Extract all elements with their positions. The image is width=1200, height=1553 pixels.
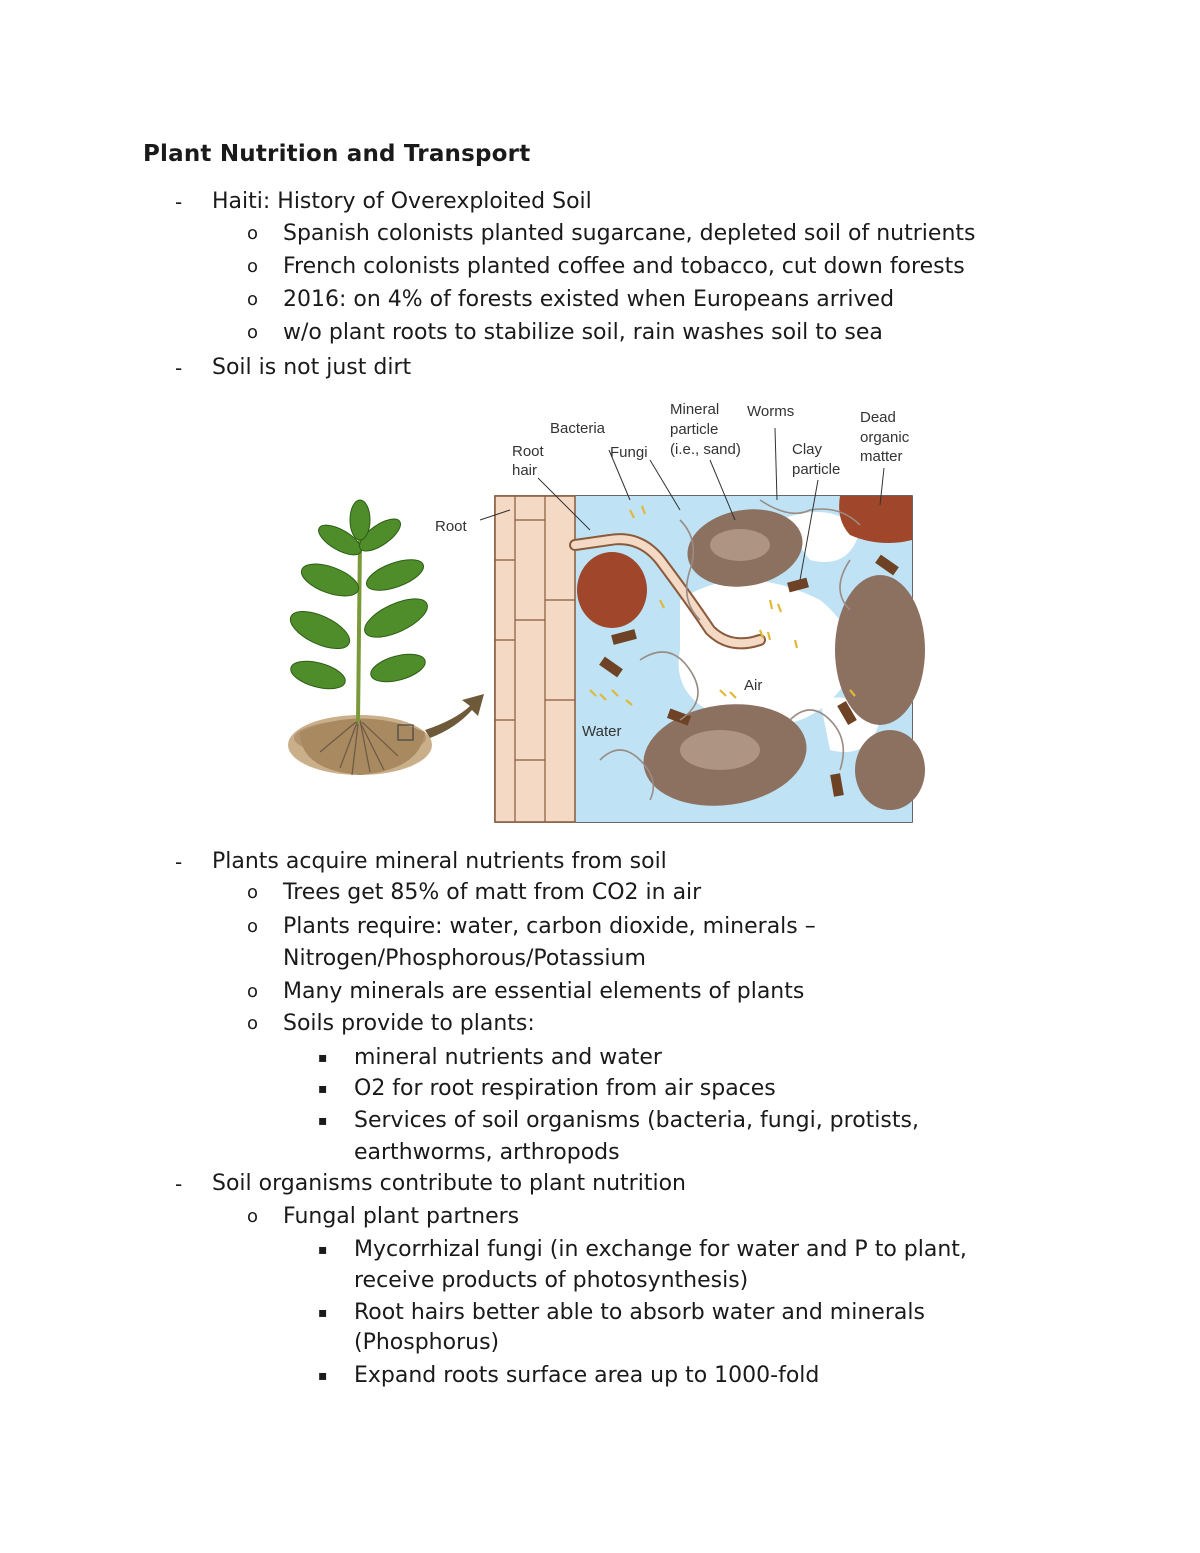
list-item-text: w/o plant roots to stabilize soil, rain washes soil to sea — [283, 320, 883, 345]
list-item-text: Soils provide to plants: — [283, 1011, 535, 1036]
list-item-text: French colonists planted coffee and tobacco, cut down forests — [283, 254, 965, 279]
list-item-text: mineral nutrients and water — [354, 1045, 662, 1070]
label-mineral: (i.e., sand) — [670, 441, 741, 458]
section-heading-organisms: Soil organisms contribute to plant nutrition — [212, 1171, 686, 1196]
label-clay: Clay — [792, 441, 823, 458]
list-item-text: earthworms, arthropods — [354, 1140, 620, 1165]
square-marker: ▪ — [318, 1050, 328, 1066]
circle-marker: o — [247, 256, 259, 277]
list-item-text: O2 for root respiration from air spaces — [354, 1076, 776, 1101]
list-item-text: receive products of photosynthesis) — [354, 1268, 749, 1293]
dash-marker: - — [175, 1172, 183, 1196]
label-bacteria: Bacteria — [550, 420, 606, 437]
dash-marker: - — [175, 190, 183, 214]
page-title: Plant Nutrition and Transport — [143, 141, 531, 167]
list-item-text: Plants require: water, carbon dioxide, minerals – — [283, 914, 816, 939]
dash-marker: - — [175, 356, 183, 380]
square-marker: ▪ — [318, 1305, 328, 1321]
label-dead-organic: Dead — [860, 409, 896, 426]
list-item-text: Expand roots surface area up to 1000-fold — [354, 1363, 820, 1388]
soil-closeup — [495, 496, 925, 822]
circle-marker: o — [247, 322, 259, 343]
list-item-text: Many minerals are essential elements of plants — [283, 979, 805, 1004]
label-root: Root — [435, 518, 467, 535]
plant-illustration — [285, 500, 433, 775]
list-item-text: Fungal plant partners — [283, 1204, 520, 1229]
square-marker: ▪ — [318, 1368, 328, 1384]
circle-marker: o — [247, 289, 259, 310]
dash-marker: - — [175, 850, 183, 874]
list-item-text: Mycorrhizal fungi (in exchange for water and P to plant, — [354, 1237, 967, 1262]
section-heading-soil: Soil is not just dirt — [212, 355, 412, 380]
list-item-text: Nitrogen/Phosphorous/Potassium — [283, 946, 646, 971]
list-item-text: Trees get 85% of matt from CO2 in air — [283, 880, 702, 905]
square-marker: ▪ — [318, 1113, 328, 1129]
label-root-hair: Root — [512, 443, 544, 460]
list-item-text: 2016: on 4% of forests existed when Europeans arrived — [283, 287, 895, 312]
label-root-hair: hair — [512, 462, 538, 479]
label-mineral: Mineral — [670, 401, 720, 418]
label-mineral: particle — [670, 421, 719, 438]
circle-marker: o — [247, 981, 259, 1002]
circle-marker: o — [247, 882, 259, 903]
label-clay: particle — [792, 461, 841, 478]
label-fungi: Fungi — [610, 444, 648, 461]
label-dead-organic: organic — [860, 429, 910, 446]
list-item-text: Spanish colonists planted sugarcane, depleted soil of nutrients — [283, 221, 976, 246]
square-marker: ▪ — [318, 1242, 328, 1258]
section-heading-haiti: Haiti: History of Overexploited Soil — [212, 189, 592, 214]
label-air: Air — [744, 677, 763, 694]
magnify-arrow — [425, 694, 484, 738]
square-marker: ▪ — [318, 1081, 328, 1097]
circle-marker: o — [247, 223, 259, 244]
list-item-text: Services of soil organisms (bacteria, fungi, protists, — [354, 1108, 919, 1133]
soil-diagram-figure — [285, 392, 925, 832]
list-item-text: Root hairs better able to absorb water and minerals — [354, 1300, 925, 1325]
section-heading-minerals: Plants acquire mineral nutrients from soil — [212, 849, 667, 874]
circle-marker: o — [247, 1013, 259, 1034]
label-water: Water — [582, 723, 622, 740]
label-dead-organic: matter — [860, 448, 903, 465]
list-item-text: (Phosphorus) — [354, 1330, 500, 1355]
circle-marker: o — [247, 1206, 259, 1227]
label-worms: Worms — [747, 403, 795, 420]
circle-marker: o — [247, 916, 259, 937]
